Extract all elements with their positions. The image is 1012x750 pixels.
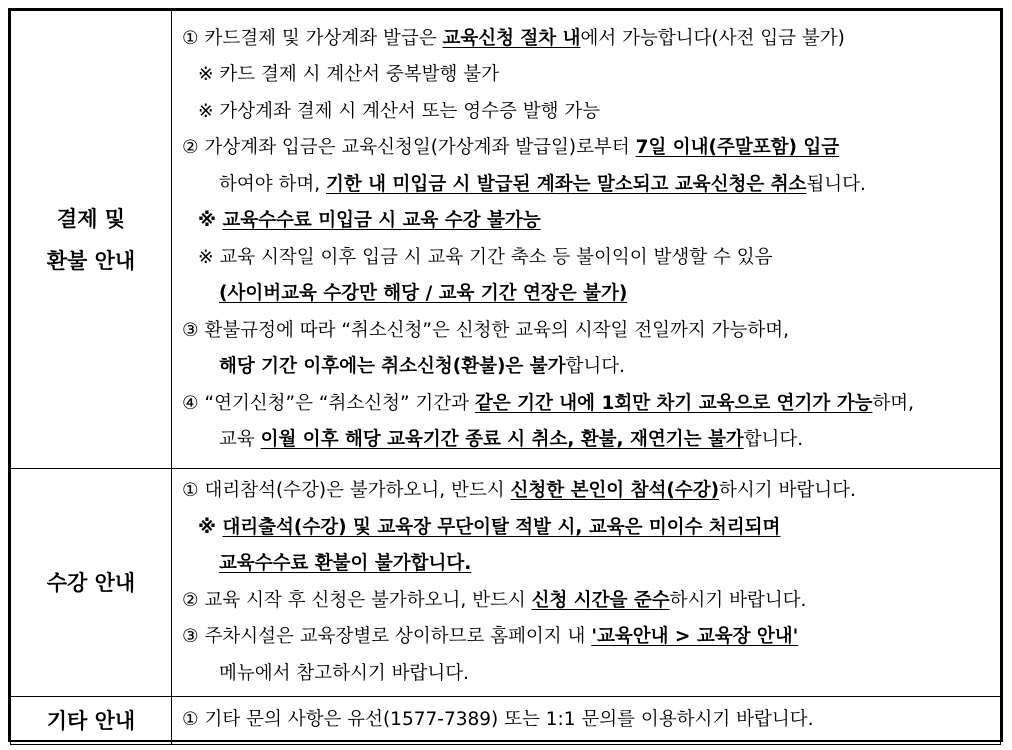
emphasis: '교육안내 > 교육장 안내' (591, 626, 799, 647)
emphasis: 대리출석(수강) 및 교육장 무단이탈 적발 시, 교육은 미이수 처리되며 (222, 516, 781, 538)
text: 에서 가능합니다(사전 입금 불가) (580, 27, 845, 49)
payment-item-3 (182, 313, 992, 350)
guide-table (10, 10, 1001, 745)
text: 하며, (872, 392, 915, 414)
attendance-note-proxy-cont (182, 546, 992, 583)
attendance-note-proxy (182, 510, 992, 547)
text: 하시기 바랍니다. (719, 480, 856, 501)
payment-row (11, 11, 1001, 469)
attendance-item-3-cont: 메뉴에서 참고하시기 바랍니다. (219, 662, 469, 684)
payment-note-virtual: ※ 가상계좌 결제 시 계산서 또는 영수증 발행 가능 (198, 100, 601, 122)
payment-item-2-cont (182, 167, 992, 204)
emphasis: (사이버교육 수강만 해당 / 교육 기간 연장은 불가) (219, 283, 628, 304)
text: 기타 문의 사항은 유선(1577-7389) 또는 1:1 문의를 이용하시기 바랍니다. (204, 709, 814, 731)
guide-table-frame (8, 8, 1003, 742)
text: “연기신청”은 “취소신청” 기간과 (204, 392, 475, 414)
emphasis: 7일 이내(주말포함) 입금 (635, 137, 840, 158)
text: 됩니다. (806, 173, 866, 195)
attendance-item-1 (182, 473, 992, 510)
text: 하시기 바랍니다. (669, 589, 807, 611)
text: 주차시설은 교육장별로 상이하므로 홈페이지 내 (204, 626, 592, 647)
text: 환불규정에 따라 “취소신청”은 신청한 교육의 시작일 전일까지 가능하며, (204, 319, 789, 341)
payment-note-unpaid (182, 203, 992, 240)
text: 카드결제 및 가상계좌 발급은 (204, 27, 443, 49)
emphasis: 같은 기간 내에 1회만 차기 교육으로 연기가 가능 (474, 392, 873, 414)
item-number: ③ (182, 626, 199, 647)
text: 가상계좌 입금은 교육신청일(가상계좌 발급일)로부터 (204, 137, 636, 158)
payment-item-4 (182, 386, 992, 423)
payment-item-3-cont (182, 349, 992, 386)
item-number: ② (182, 589, 199, 611)
payment-note-late: ※ 교육 시작일 이후 입금 시 교육 기간 축소 등 불이익이 발생할 수 있음 (198, 246, 773, 268)
payment-note-late-cont (182, 276, 992, 313)
text: 합니다. (743, 429, 804, 450)
item-number: ① (182, 709, 199, 731)
payment-heading (11, 11, 172, 469)
item-number: ② (182, 137, 199, 158)
text: 교육 (219, 429, 261, 450)
attendance-content (172, 469, 1001, 697)
text: 하여야 하며, (219, 173, 326, 195)
item-number: ③ (182, 319, 199, 341)
other-content (172, 697, 1001, 745)
attendance-row (11, 469, 1001, 697)
payment-heading-line1: 결제 및 (56, 206, 126, 231)
other-heading: 기타 안내 (11, 697, 172, 745)
attendance-heading: 수강 안내 (11, 469, 172, 697)
other-item-1 (182, 702, 992, 739)
attendance-item-3 (182, 619, 992, 656)
note-mark: ※ (198, 210, 223, 231)
emphasis: 교육수수료 환불이 불가합니다. (219, 553, 472, 574)
note-mark: ※ (198, 516, 223, 538)
emphasis: 이월 이후 해당 교육기간 종료 시 취소, 환불, 재연기는 불가 (260, 429, 744, 450)
emphasis: 교육수수료 미입금 시 교육 수강 불가능 (222, 210, 541, 231)
emphasis: 신청 시간을 준수 (531, 589, 670, 611)
emphasis: 기한 내 미입금 시 발급된 계좌는 말소되고 교육신청은 취소 (326, 173, 807, 195)
item-number: ① (182, 27, 199, 49)
text: 합니다. (565, 356, 625, 377)
emphasis: 신청한 본인이 참석(수강) (510, 480, 720, 501)
payment-heading-line2: 환불 안내 (46, 248, 136, 273)
payment-content (172, 11, 1001, 469)
item-number: ① (182, 480, 199, 501)
payment-item-4-cont (182, 422, 992, 459)
payment-item-2 (182, 130, 992, 167)
payment-note-card: ※ 카드 결제 시 계산서 중복발행 불가 (198, 64, 499, 85)
emphasis: 교육신청 절차 내 (442, 27, 581, 49)
emphasis: 해당 기간 이후에는 취소신청(환불)은 불가 (219, 356, 566, 377)
other-row (11, 697, 1001, 745)
item-number: ④ (182, 392, 199, 414)
text: 교육 시작 후 신청은 불가하오니, 반드시 (204, 589, 532, 611)
attendance-item-2 (182, 583, 992, 620)
payment-item-1 (182, 21, 992, 58)
text: 대리참석(수강)은 불가하오니, 반드시 (204, 480, 511, 501)
